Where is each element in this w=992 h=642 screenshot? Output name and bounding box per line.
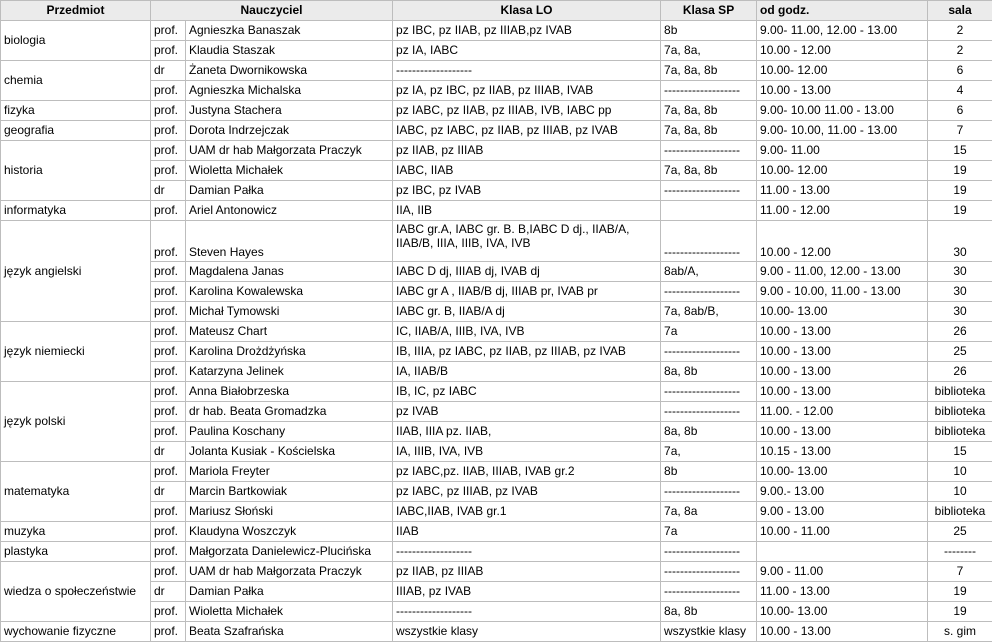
hours-cell: 10.00 - 11.00 [757, 522, 928, 542]
class-sp-cell: ------------------- [661, 482, 757, 502]
room-cell: biblioteka [928, 422, 992, 442]
subject-cell: wiedza o społeczeństwie [1, 562, 151, 622]
hours-cell [757, 542, 928, 562]
teacher-title-cell: prof. [151, 382, 186, 402]
teacher-name-cell: Mateusz Chart [186, 322, 393, 342]
hours-cell: 10.00 - 13.00 [757, 362, 928, 382]
teacher-title-cell: prof. [151, 622, 186, 642]
teacher-title-cell: dr [151, 61, 186, 81]
room-cell: biblioteka [928, 402, 992, 422]
subject-cell: biologia [1, 21, 151, 61]
teacher-title-cell: dr [151, 442, 186, 462]
teacher-name-cell: Agnieszka Michalska [186, 81, 393, 101]
teacher-title-cell: prof. [151, 161, 186, 181]
room-cell: 4 [928, 81, 992, 101]
header-class-sp: Klasa SP [661, 1, 757, 21]
teacher-name-cell: Beata Szafrańska [186, 622, 393, 642]
header-teacher: Nauczyciel [151, 1, 393, 21]
room-cell: 19 [928, 181, 992, 201]
hours-cell: 10.00- 13.00 [757, 602, 928, 622]
class-lo-cell: pz IBC, pz IIAB, pz IIIAB,pz IVAB [393, 21, 661, 41]
hours-cell: 10.00 - 12.00 [757, 221, 928, 262]
hours-cell: 10.00 - 13.00 [757, 322, 928, 342]
table-body [1, 21, 992, 642]
subject-cell: fizyka [1, 101, 151, 121]
room-cell: 26 [928, 362, 992, 382]
class-sp-cell [661, 201, 757, 221]
teacher-name-cell: Justyna Stachera [186, 101, 393, 121]
hours-cell: 9.00- 10.00 11.00 - 13.00 [757, 101, 928, 121]
table-row [1, 522, 992, 542]
class-lo-cell: pz IABC, pz IIAB, pz IIIAB, IVB, IABC pp [393, 101, 661, 121]
class-sp-cell: 8ab/A, [661, 262, 757, 282]
hours-cell: 10.00 - 13.00 [757, 422, 928, 442]
subject-cell: muzyka [1, 522, 151, 542]
class-lo-cell: IABC D dj, IIIAB dj, IVAB dj [393, 262, 661, 282]
class-lo-cell: pz IA, IABC [393, 41, 661, 61]
class-lo-cell: IIAB, IIIA pz. IIAB, [393, 422, 661, 442]
teacher-name-cell: Karolina Drożdżyńska [186, 342, 393, 362]
hours-cell: 10.00- 12.00 [757, 161, 928, 181]
class-lo-cell: IABC, IIAB [393, 161, 661, 181]
teacher-title-cell: prof. [151, 201, 186, 221]
class-lo-cell: pz IABC, pz IIIAB, pz IVAB [393, 482, 661, 502]
header-hours: od godz. [757, 1, 928, 21]
hours-cell: 10.00- 13.00 [757, 302, 928, 322]
header-row [1, 1, 992, 21]
class-sp-cell: 7a, 8a, 8b [661, 61, 757, 81]
teacher-name-cell: Mariusz Słoński [186, 502, 393, 522]
teacher-name-cell: Marcin Bartkowiak [186, 482, 393, 502]
table-row [1, 121, 992, 141]
room-cell: 15 [928, 141, 992, 161]
room-cell: 19 [928, 602, 992, 622]
teacher-title-cell: prof. [151, 302, 186, 322]
teacher-name-cell: Steven Hayes [186, 221, 393, 262]
teacher-title-cell: prof. [151, 342, 186, 362]
teacher-title-cell: dr [151, 181, 186, 201]
class-lo-cell: IIA, IIB [393, 201, 661, 221]
room-cell: 30 [928, 221, 992, 262]
room-cell: 2 [928, 41, 992, 61]
room-cell: 2 [928, 21, 992, 41]
room-cell: 7 [928, 562, 992, 582]
class-lo-cell: ------------------- [393, 602, 661, 622]
teacher-title-cell: prof. [151, 502, 186, 522]
room-cell: 10 [928, 462, 992, 482]
hours-cell: 10.00 - 13.00 [757, 622, 928, 642]
header-class-lo: Klasa LO [393, 1, 661, 21]
teacher-name-cell: Jolanta Kusiak - Kościelska [186, 442, 393, 462]
teacher-title-cell: prof. [151, 21, 186, 41]
table-row [1, 61, 992, 81]
room-cell: 25 [928, 522, 992, 542]
table-row [1, 221, 992, 262]
teacher-name-cell: Małgorzata Danielewicz-Plucińska [186, 542, 393, 562]
subject-cell: matematyka [1, 462, 151, 522]
room-cell: biblioteka [928, 502, 992, 522]
class-sp-cell: 7a [661, 322, 757, 342]
class-lo-cell: IIIAB, pz IVAB [393, 582, 661, 602]
table-row [1, 201, 992, 221]
class-sp-cell: 8a, 8b [661, 602, 757, 622]
class-sp-cell: ------------------- [661, 141, 757, 161]
room-cell: 30 [928, 302, 992, 322]
class-sp-cell: ------------------- [661, 402, 757, 422]
class-sp-cell: ------------------- [661, 282, 757, 302]
hours-cell: 9.00- 11.00 [757, 141, 928, 161]
class-sp-cell: ------------------- [661, 221, 757, 262]
hours-cell: 10.00- 12.00 [757, 61, 928, 81]
teacher-title-cell: prof. [151, 542, 186, 562]
teacher-name-cell: Wioletta Michałek [186, 161, 393, 181]
hours-cell: 9.00 - 13.00 [757, 502, 928, 522]
subject-cell: język niemiecki [1, 322, 151, 382]
room-cell: 6 [928, 61, 992, 81]
teacher-title-cell: prof. [151, 562, 186, 582]
class-lo-cell: IB, IIIA, pz IABC, pz IIAB, pz IIIAB, pz IVAB [393, 342, 661, 362]
room-cell: 6 [928, 101, 992, 121]
subject-cell: informatyka [1, 201, 151, 221]
room-cell: 30 [928, 262, 992, 282]
hours-cell: 10.00 - 13.00 [757, 81, 928, 101]
teacher-name-cell: Agnieszka Banaszak [186, 21, 393, 41]
hours-cell: 11.00 - 13.00 [757, 582, 928, 602]
class-lo-cell: IC, IIAB/A, IIIB, IVA, IVB [393, 322, 661, 342]
header-room: sala [928, 1, 992, 21]
teacher-name-cell: Ariel Antonowicz [186, 201, 393, 221]
class-sp-cell: ------------------- [661, 181, 757, 201]
teacher-name-cell: Paulina Koschany [186, 422, 393, 442]
class-sp-cell: 8a, 8b [661, 362, 757, 382]
room-cell: 15 [928, 442, 992, 462]
header-subject: Przedmiot [1, 1, 151, 21]
class-sp-cell: 7a, 8a, [661, 41, 757, 61]
table-row [1, 622, 992, 642]
subject-cell: plastyka [1, 542, 151, 562]
class-sp-cell: 7a, 8a, 8b [661, 121, 757, 141]
table-row [1, 141, 992, 161]
class-lo-cell: IABC, pz IABC, pz IIAB, pz IIIAB, pz IVAB [393, 121, 661, 141]
hours-cell: 10.00 - 12.00 [757, 41, 928, 61]
class-lo-cell: ------------------- [393, 61, 661, 81]
class-sp-cell: ------------------- [661, 342, 757, 362]
hours-cell: 11.00 - 12.00 [757, 201, 928, 221]
class-lo-cell: IA, IIAB/B [393, 362, 661, 382]
class-lo-cell: wszystkie klasy [393, 622, 661, 642]
hours-cell: 9.00.- 13.00 [757, 482, 928, 502]
hours-cell: 10.00 - 13.00 [757, 382, 928, 402]
room-cell: 19 [928, 582, 992, 602]
class-sp-cell: ------------------- [661, 542, 757, 562]
teacher-name-cell: Damian Pałka [186, 181, 393, 201]
teacher-title-cell: dr [151, 582, 186, 602]
class-sp-cell: ------------------- [661, 382, 757, 402]
table-row [1, 21, 992, 41]
class-sp-cell: 8b [661, 21, 757, 41]
teacher-title-cell: prof. [151, 282, 186, 302]
room-cell: 25 [928, 342, 992, 362]
class-sp-cell: 7a, 8a [661, 502, 757, 522]
teacher-title-cell: prof. [151, 41, 186, 61]
room-cell: 10 [928, 482, 992, 502]
class-sp-cell: wszystkie klasy [661, 622, 757, 642]
table-row [1, 462, 992, 482]
teacher-name-cell: Katarzyna Jelinek [186, 362, 393, 382]
hours-cell: 9.00 - 10.00, 11.00 - 13.00 [757, 282, 928, 302]
hours-cell: 11.00. - 12.00 [757, 402, 928, 422]
class-lo-cell: ------------------- [393, 542, 661, 562]
class-sp-cell: 7a, 8ab/B, [661, 302, 757, 322]
hours-cell: 10.15 - 13.00 [757, 442, 928, 462]
teacher-title-cell: prof. [151, 262, 186, 282]
subject-cell: chemia [1, 61, 151, 101]
class-lo-cell: IIAB [393, 522, 661, 542]
class-lo-cell: pz IIAB, pz IIIAB [393, 562, 661, 582]
teacher-title-cell: prof. [151, 462, 186, 482]
teacher-name-cell: dr hab. Beata Gromadzka [186, 402, 393, 422]
teacher-title-cell: prof. [151, 602, 186, 622]
room-cell: 30 [928, 282, 992, 302]
teacher-title-cell: prof. [151, 221, 186, 262]
teacher-name-cell: UAM dr hab Małgorzata Praczyk [186, 141, 393, 161]
teacher-title-cell: prof. [151, 81, 186, 101]
teacher-title-cell: prof. [151, 362, 186, 382]
room-cell: biblioteka [928, 382, 992, 402]
subject-cell: historia [1, 141, 151, 201]
teacher-title-cell: prof. [151, 322, 186, 342]
teacher-title-cell: prof. [151, 402, 186, 422]
teacher-name-cell: Klaudyna Woszczyk [186, 522, 393, 542]
teacher-name-cell: Karolina Kowalewska [186, 282, 393, 302]
hours-cell: 9.00 - 11.00 [757, 562, 928, 582]
class-sp-cell: 8a, 8b [661, 422, 757, 442]
teacher-name-cell: Mariola Freyter [186, 462, 393, 482]
class-sp-cell: ------------------- [661, 81, 757, 101]
subject-cell: język angielski [1, 221, 151, 322]
class-lo-cell: pz IBC, pz IVAB [393, 181, 661, 201]
teacher-title-cell: prof. [151, 121, 186, 141]
class-sp-cell: 8b [661, 462, 757, 482]
table-row [1, 322, 992, 342]
hours-cell: 10.00- 13.00 [757, 462, 928, 482]
class-sp-cell: 7a, 8a, 8b [661, 161, 757, 181]
room-cell: 26 [928, 322, 992, 342]
teacher-name-cell: Damian Pałka [186, 582, 393, 602]
subject-cell: wychowanie fizyczne [1, 622, 151, 642]
room-cell: s. gim [928, 622, 992, 642]
class-sp-cell: 7a [661, 522, 757, 542]
hours-cell: 9.00- 11.00, 12.00 - 13.00 [757, 21, 928, 41]
class-lo-cell: IABC gr. B, IIAB/A dj [393, 302, 661, 322]
class-lo-cell: IB, IC, pz IABC [393, 382, 661, 402]
table-row [1, 101, 992, 121]
teacher-title-cell: dr [151, 482, 186, 502]
class-lo-cell: pz IABC,pz. IIAB, IIIAB, IVAB gr.2 [393, 462, 661, 482]
teacher-title-cell: prof. [151, 101, 186, 121]
teacher-name-cell: UAM dr hab Małgorzata Praczyk [186, 562, 393, 582]
table-row [1, 562, 992, 582]
class-lo-cell: pz IVAB [393, 402, 661, 422]
class-lo-cell: IABC,IIAB, IVAB gr.1 [393, 502, 661, 522]
teacher-title-cell: prof. [151, 141, 186, 161]
teacher-name-cell: Anna Białobrzeska [186, 382, 393, 402]
subject-cell: język polski [1, 382, 151, 462]
teacher-name-cell: Klaudia Staszak [186, 41, 393, 61]
room-cell: 19 [928, 201, 992, 221]
room-cell: -------- [928, 542, 992, 562]
hours-cell: 9.00 - 11.00, 12.00 - 13.00 [757, 262, 928, 282]
hours-cell: 10.00 - 13.00 [757, 342, 928, 362]
table-row [1, 542, 992, 562]
class-lo-cell: IA, IIIB, IVA, IVB [393, 442, 661, 462]
hours-cell: 11.00 - 13.00 [757, 181, 928, 201]
table-row [1, 382, 992, 402]
class-lo-cell: pz IA, pz IBC, pz IIAB, pz IIIAB, IVAB [393, 81, 661, 101]
room-cell: 19 [928, 161, 992, 181]
class-lo-cell: IABC gr A , IIAB/B dj, IIIAB pr, IVAB pr [393, 282, 661, 302]
class-sp-cell: ------------------- [661, 582, 757, 602]
class-sp-cell: 7a, [661, 442, 757, 462]
teacher-name-cell: Michał Tymowski [186, 302, 393, 322]
subject-cell: geografia [1, 121, 151, 141]
teacher-name-cell: Dorota Indrzejczak [186, 121, 393, 141]
class-lo-cell: IABC gr.A, IABC gr. B. B,IABC D dj., IIAB/A, IIAB/B, IIIA, IIIB, IVA, IVB [393, 221, 661, 262]
teacher-title-cell: prof. [151, 422, 186, 442]
class-sp-cell: 7a, 8a, 8b [661, 101, 757, 121]
teacher-name-cell: Magdalena Janas [186, 262, 393, 282]
class-lo-cell: pz IIAB, pz IIIAB [393, 141, 661, 161]
teacher-name-cell: Wioletta Michałek [186, 602, 393, 622]
hours-cell: 9.00- 10.00, 11.00 - 13.00 [757, 121, 928, 141]
teacher-name-cell: Żaneta Dwornikowska [186, 61, 393, 81]
teacher-title-cell: prof. [151, 522, 186, 542]
class-sp-cell: ------------------- [661, 562, 757, 582]
room-cell: 7 [928, 121, 992, 141]
